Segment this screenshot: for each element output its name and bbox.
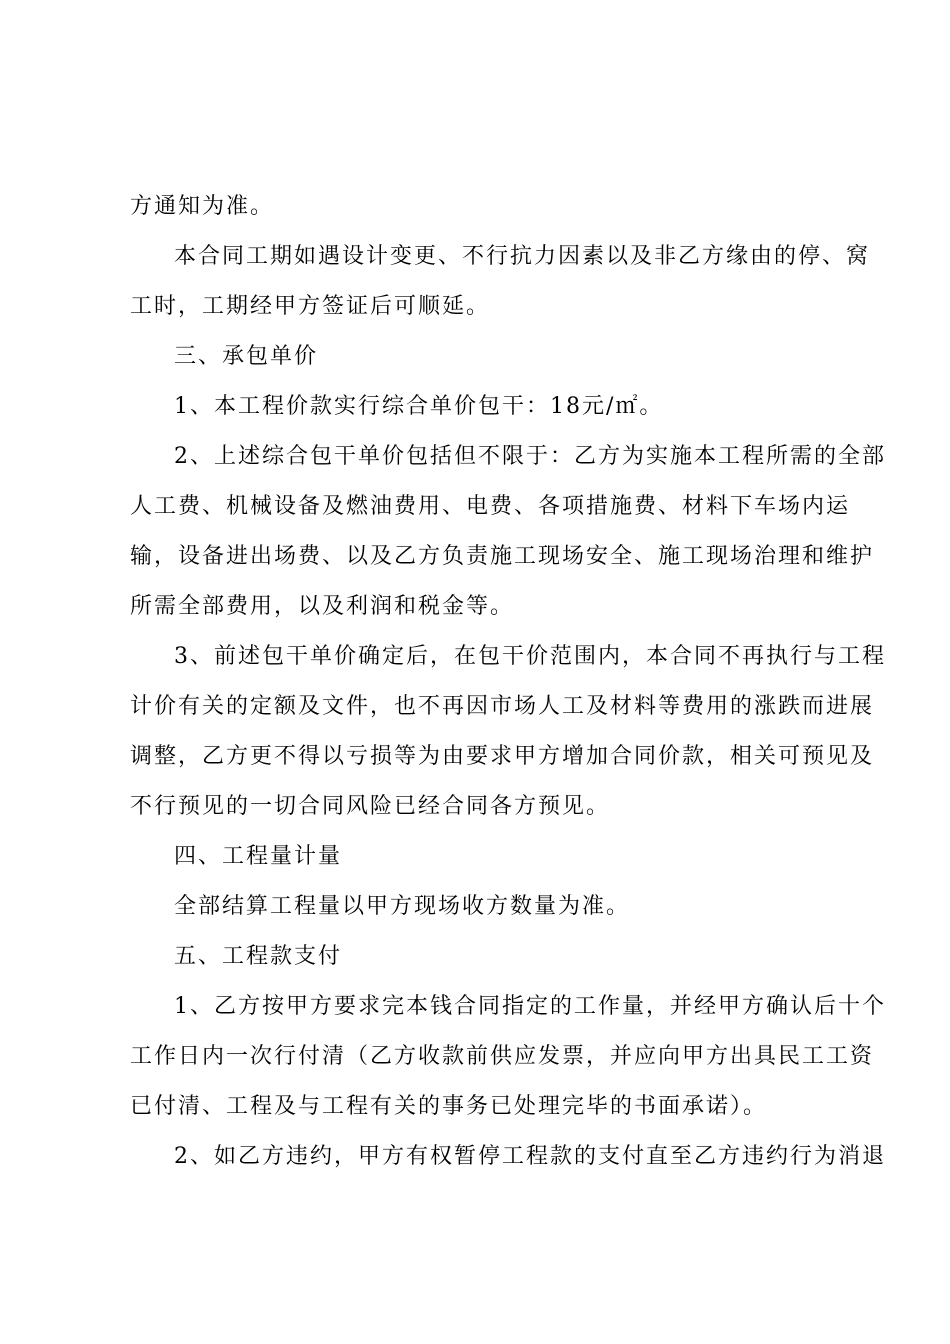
section-heading-3 (130, 332, 830, 382)
text-line: 不行预见的一切合同风险已经合同各方预见。 (130, 794, 611, 819)
text-line: 所需全部费用，以及利润和税金等。 (130, 594, 515, 619)
paragraph-6 (130, 632, 886, 832)
text-line: 3、前述包干单价确定后，在包干价范围内，本合同不再执行与工程 (174, 644, 886, 669)
document-page (130, 182, 886, 1182)
text-line: 四、工程量计量 (174, 844, 343, 869)
text-line: 全部结算工程量以甲方现场收方数量为准。 (174, 894, 631, 919)
text-line: 1、本工程价款实行综合单价包干：18元/㎡。 (174, 394, 664, 419)
text-line: 三、承包单价 (174, 344, 319, 369)
paragraph-8 (130, 882, 830, 932)
paragraph-11 (130, 1132, 886, 1182)
paragraph-10 (130, 982, 886, 1132)
text-line: 2、如乙方违约，甲方有权暂停工程款的支付直至乙方违约行为消退 (174, 1144, 886, 1169)
text-line: 已付清、工程及与工程有关的事务已处理完毕的书面承诺）。 (130, 1094, 768, 1119)
text-line: 1、乙方按甲方要求完本钱合同指定的工作量，并经甲方确认后十个 (174, 994, 886, 1019)
text-line: 方通知为准。 (130, 194, 275, 219)
text-line: 五、工程款支付 (174, 944, 343, 969)
paragraph-4 (130, 382, 830, 432)
text-line: 人工费、机械设备及燃油费用、电费、各项措施费、材料下车场内运 (130, 494, 851, 519)
text-line: 调整，乙方更不得以亏损等为由要求甲方增加合同价款，相关可预见及 (130, 744, 875, 769)
text-line: 工作日内一次行付清（乙方收款前供应发票，并应向甲方出具民工工资 (130, 1044, 875, 1069)
text-line: 本合同工期如遇设计变更、不行抗力因素以及非乙方缘由的停、窝 (174, 244, 871, 269)
section-heading-5 (130, 932, 830, 982)
paragraph-1 (130, 182, 830, 232)
text-line: 输，设备进出场费、以及乙方负责施工现场安全、施工现场治理和维护 (130, 544, 875, 569)
text-line: 计价有关的定额及文件，也不再因市场人工及材料等费用的涨跌而进展 (130, 694, 875, 719)
paragraph-2 (130, 232, 871, 332)
section-heading-4 (130, 832, 830, 882)
text-line: 工时，工期经甲方签证后可顺延。 (130, 294, 491, 319)
paragraph-5 (130, 432, 886, 632)
text-line: 2、上述综合包干单价包括但不限于：乙方为实施本工程所需的全部 (174, 444, 886, 469)
